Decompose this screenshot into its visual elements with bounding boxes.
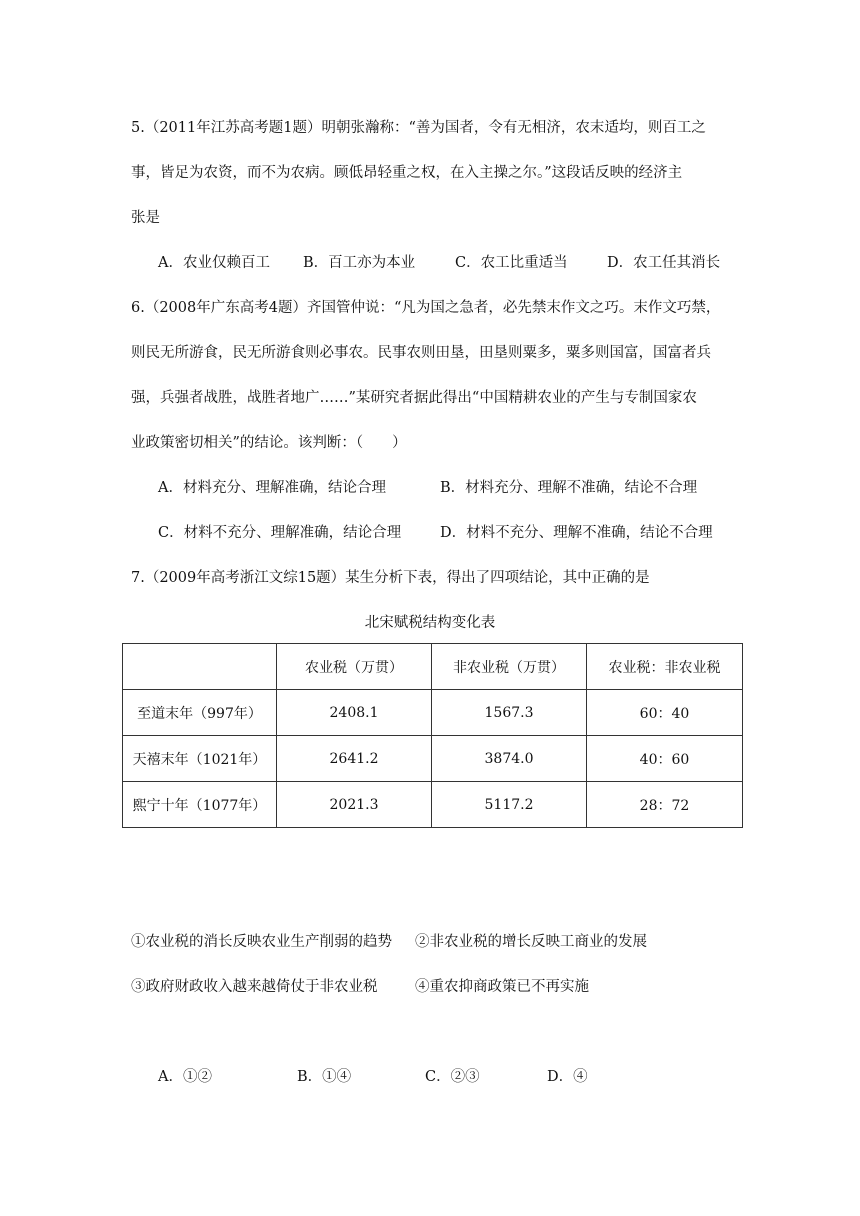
table-cell: 28：72 [587,782,743,828]
tax-structure-table [122,643,743,828]
conclusion-4: ④重农抑商政策已不再实施 [415,979,589,995]
table-cell: 40：60 [587,736,743,782]
conclusion-1: ①农业税的消长反映农业生产削弱的趋势 [131,934,392,950]
table-cell: 60：40 [587,690,743,736]
table-cell: 2021.3 [277,782,432,828]
q5-line-2: 事，皆足为农资，而不为农病。顾低昂轻重之权，在入主操之尔。”这段话反映的经济主 [131,165,683,181]
q6-option-a: A．材料充分、理解准确，结论合理 [158,480,386,496]
q6-line-3: 强，兵强者战胜，战胜者地广……”某研究者据此得出“中国精耕农业的产生与专制国家农 [131,390,697,406]
table-header-cell [123,644,277,690]
q7-option-c: C．②③ [425,1069,480,1085]
table-cell: 天禧末年（1021年） [123,736,277,782]
conclusion-2: ②非农业税的增长反映工商业的发展 [415,934,647,950]
table-header-cell: 非农业税（万贯） [432,644,587,690]
table-cell: 至道末年（997年） [123,690,277,736]
table-row [123,736,743,782]
table-cell: 2408.1 [277,690,432,736]
q5-line-1: 5.（2011年江苏高考题1题）明朝张瀚称：“善为国者，令有无相济，农末适均，则百工之 [131,120,706,136]
table-row [123,782,743,828]
q6-option-d: D．材料不充分、理解不准确，结论不合理 [440,525,713,541]
q5-option-b: B．百工亦为本业 [303,255,416,271]
table-header-row [123,644,743,690]
q5-option-d: D．农工任其消长 [607,255,721,271]
table-header-cell: 农业税（万贯） [277,644,432,690]
q7-option-a: A．①② [158,1069,212,1085]
conclusion-3: ③政府财政收入越来越倚仗于非农业税 [131,979,378,995]
q6-line-1: 6.（2008年广东高考4题）齐国管仲说：“凡为国之急者，必先禁末作文之巧。末作文巧禁， [131,300,721,316]
q5-line-3: 张是 [131,210,160,226]
table-cell: 3874.0 [432,736,587,782]
q5-option-c: C．农工比重适当 [455,255,568,271]
q6-option-c: C．材料不充分、理解准确，结论合理 [158,525,402,541]
q6-line-2: 则民无所游食，民无所游食则必事农。民事农则田垦，田垦则粟多，粟多则国富，国富者兵 [131,345,711,361]
q7-option-b: B．①④ [297,1069,352,1085]
q6-option-b: B．材料充分、理解不准确，结论不合理 [440,480,698,496]
q6-line-4: 业政策密切相关”的结论。该判断：（ ） [131,435,407,451]
q7-intro: 7.（2009年高考浙江文综15题）某生分析下表，得出了四项结论，其中正确的是 [131,570,650,586]
q5-option-a: A．农业仅赖百工 [158,255,270,271]
table-cell: 2641.2 [277,736,432,782]
table-cell: 5117.2 [432,782,587,828]
table-title: 北宋赋税结构变化表 [364,615,496,631]
table-cell: 1567.3 [432,690,587,736]
table-header-cell: 农业税：非农业税 [587,644,743,690]
table-row [123,690,743,736]
q7-option-d: D．④ [547,1069,588,1085]
table-cell: 熙宁十年（1077年） [123,782,277,828]
